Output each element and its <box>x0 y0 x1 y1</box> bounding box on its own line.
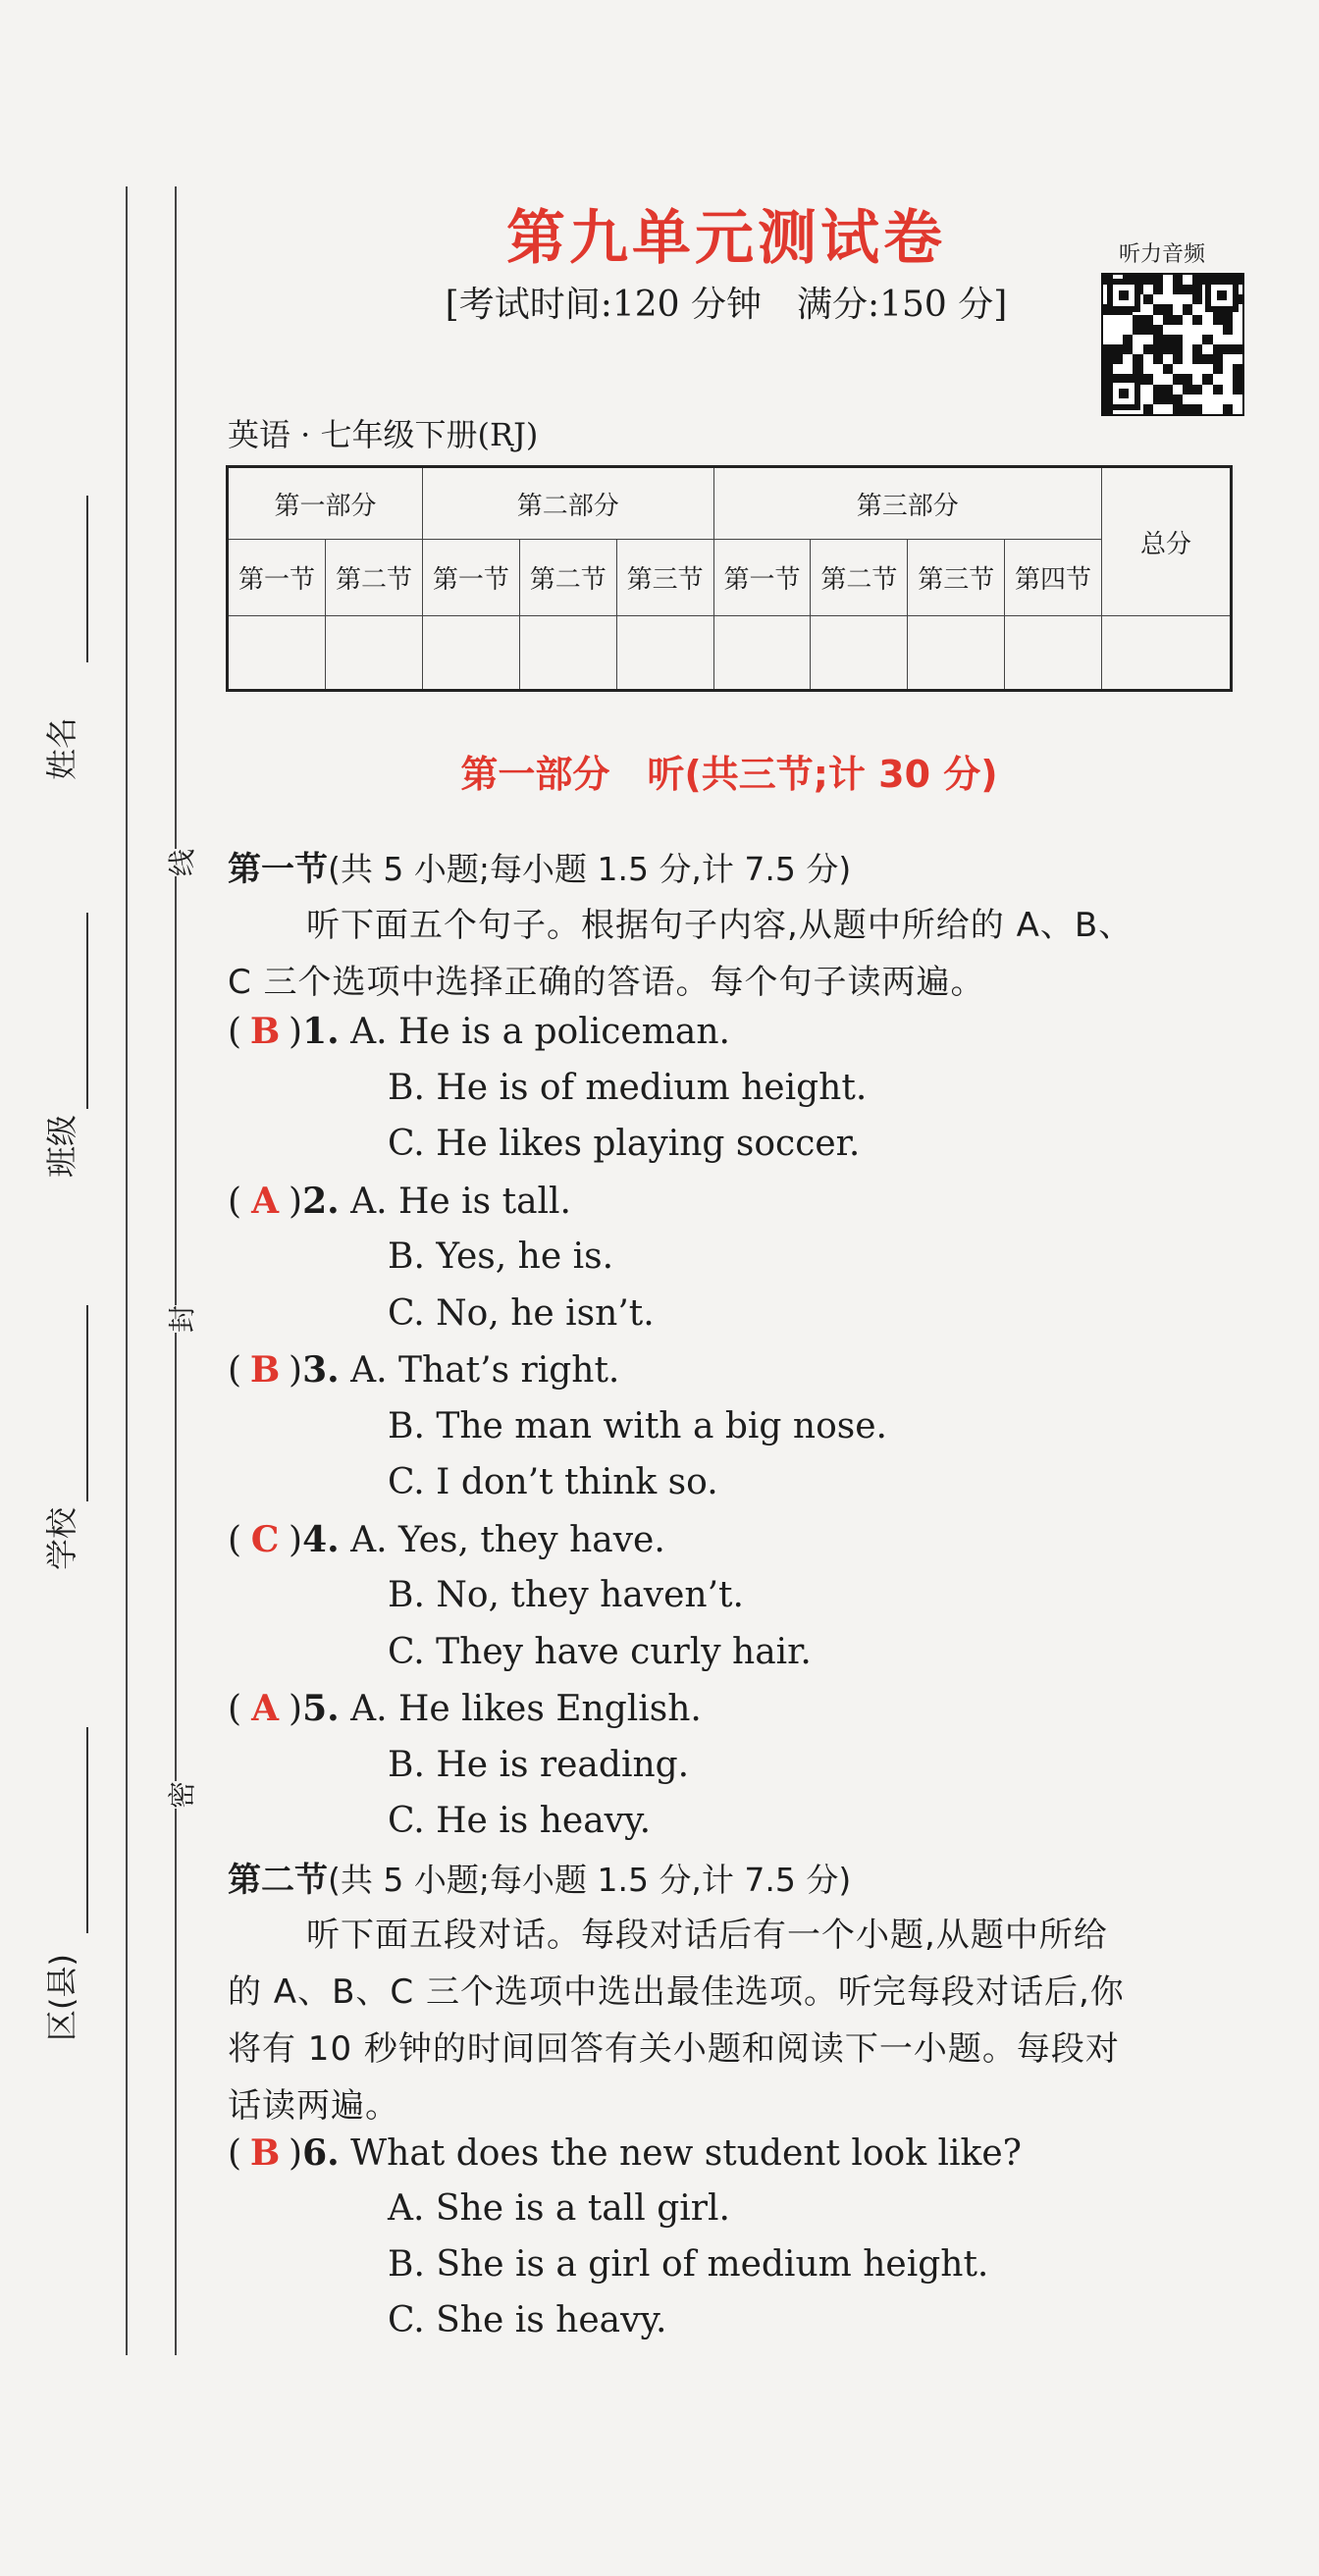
q1-option-a: A. He is a policeman. <box>350 1012 730 1052</box>
q5-option-c: C. He is heavy. <box>388 1801 652 1841</box>
q6-option-c: C. She is heavy. <box>388 2300 667 2340</box>
answer-6: B <box>249 2132 281 2174</box>
score-table <box>226 465 1233 692</box>
q4-option-a: A. Yes, they have. <box>350 1519 665 1560</box>
q3-option-b: B. The man with a big nose. <box>388 1405 887 1446</box>
question-number-5: 5. <box>302 1688 340 1729</box>
q6-option-b: B. She is a girl of medium height. <box>388 2244 989 2285</box>
section1-detail: (共 5 小题;每小题 1.5 分,计 7.5 分) <box>328 850 852 888</box>
seal-seal-char: 封 <box>157 1305 204 1333</box>
q2-option-a: A. He is tall. <box>350 1181 571 1222</box>
score-cell[interactable] <box>519 616 616 691</box>
question-5: ( A )5. A. He likes English. <box>228 1688 702 1729</box>
section2-head: 第二节 <box>228 1861 328 1900</box>
question-6: ( B )6. What does the new student look like? <box>228 2132 1022 2174</box>
seal-secret-char: 密 <box>157 1781 204 1809</box>
question-number-2: 2. <box>302 1180 340 1222</box>
score-total-header: 总分 <box>1102 467 1232 616</box>
q4-option-c: C. They have curly hair. <box>388 1631 812 1672</box>
class-underline <box>86 913 88 1109</box>
page-title: 第九单元测试卷 <box>506 204 946 273</box>
binding-line-outer <box>126 186 128 2355</box>
score-section: 第四节 <box>1005 540 1102 616</box>
section1-heading <box>228 842 851 890</box>
question-2: ( A )2. A. He is tall. <box>228 1180 571 1222</box>
part1-title: 第一部分 听(共三节;计 30 分) <box>460 753 998 796</box>
question-6-stem: What does the new student look like? <box>350 2133 1022 2174</box>
score-cell[interactable] <box>908 616 1005 691</box>
q6-option-a: A. She is a tall girl. <box>388 2188 730 2229</box>
q2-option-b: B. Yes, he is. <box>388 1236 614 1277</box>
district-label: 区(县) <box>43 1954 80 2041</box>
score-section: 第三节 <box>616 540 713 616</box>
q5-option-b: B. He is reading. <box>388 1744 690 1785</box>
score-section: 第二节 <box>519 540 616 616</box>
binding-line-inner <box>175 186 177 2355</box>
section2-instruction-2: 的 A、B、C 三个选项中选出最佳选项。听完每段对话后,你 <box>228 1972 1125 2012</box>
section2-instruction-3: 将有 10 秒钟的时间回答有关小题和阅读下一小题。每段对 <box>228 2029 1120 2069</box>
score-part-3: 第三部分 <box>713 467 1101 540</box>
score-cell[interactable] <box>811 616 908 691</box>
score-section: 第二节 <box>326 540 423 616</box>
score-section: 第一节 <box>713 540 811 616</box>
question-number-4: 4. <box>302 1518 340 1560</box>
section1-instruction-1: 听下面五个句子。根据句子内容,从题中所给的 A、B、 <box>306 906 1134 945</box>
q4-option-b: B. No, they haven’t. <box>388 1575 744 1615</box>
section2-heading <box>228 1853 851 1901</box>
score-cell[interactable] <box>1005 616 1102 691</box>
answer-3: B <box>249 1349 281 1391</box>
question-number-6: 6. <box>302 2132 340 2174</box>
answer-4: C <box>250 1518 280 1560</box>
district-underline <box>86 1727 88 1933</box>
answer-2: A <box>251 1180 280 1222</box>
score-section: 第二节 <box>811 540 908 616</box>
question-4: ( C )4. A. Yes, they have. <box>228 1518 665 1560</box>
name-underline <box>86 496 88 662</box>
score-cell[interactable] <box>616 616 713 691</box>
section1-head: 第一节 <box>228 850 328 889</box>
q1-option-c: C. He likes playing soccer. <box>388 1124 861 1164</box>
score-cell[interactable] <box>228 616 326 691</box>
q1-option-b: B. He is of medium height. <box>388 1067 868 1108</box>
question-3: ( B )3. A. That’s right. <box>228 1349 620 1391</box>
class-label: 班级 <box>43 1114 80 1178</box>
qr-code-icon[interactable] <box>1101 273 1244 416</box>
seal-line-char: 线 <box>157 849 204 876</box>
exam-info: [考试时间:120 分钟 满分:150 分] <box>445 285 1008 325</box>
score-cell[interactable] <box>422 616 519 691</box>
score-section: 第三节 <box>908 540 1005 616</box>
score-part-2: 第二部分 <box>422 467 713 540</box>
question-1: ( B )1. A. He is a policeman. <box>228 1011 730 1052</box>
section1-instruction-2: C 三个选项中选择正确的答语。每个句子读两遍。 <box>228 963 985 1002</box>
answer-1: B <box>249 1011 281 1052</box>
question-number-1: 1. <box>302 1011 340 1052</box>
school-label: 学校 <box>43 1506 80 1570</box>
q3-option-c: C. I don’t think so. <box>388 1462 718 1502</box>
q3-option-a: A. That’s right. <box>350 1350 620 1391</box>
section2-instruction-4: 话读两遍。 <box>228 2086 399 2126</box>
section2-instruction-1: 听下面五段对话。每段对话后有一个小题,从题中所给 <box>306 1916 1108 1955</box>
score-section: 第一节 <box>422 540 519 616</box>
score-cell[interactable] <box>326 616 423 691</box>
qr-label: 听力音频 <box>1119 242 1206 267</box>
score-cell[interactable] <box>713 616 811 691</box>
q2-option-c: C. No, he isn’t. <box>388 1292 655 1334</box>
score-total-cell[interactable] <box>1102 616 1232 691</box>
school-underline <box>86 1305 88 1501</box>
answer-5: A <box>251 1688 280 1729</box>
score-part-1: 第一部分 <box>228 467 423 540</box>
subject-label: 英语 · 七年级下册(RJ) <box>228 416 539 453</box>
name-label: 姓名 <box>43 716 80 780</box>
section2-detail: (共 5 小题;每小题 1.5 分,计 7.5 分) <box>328 1861 852 1899</box>
score-section: 第一节 <box>228 540 326 616</box>
question-number-3: 3. <box>302 1349 340 1391</box>
q5-option-a: A. He likes English. <box>350 1689 702 1729</box>
